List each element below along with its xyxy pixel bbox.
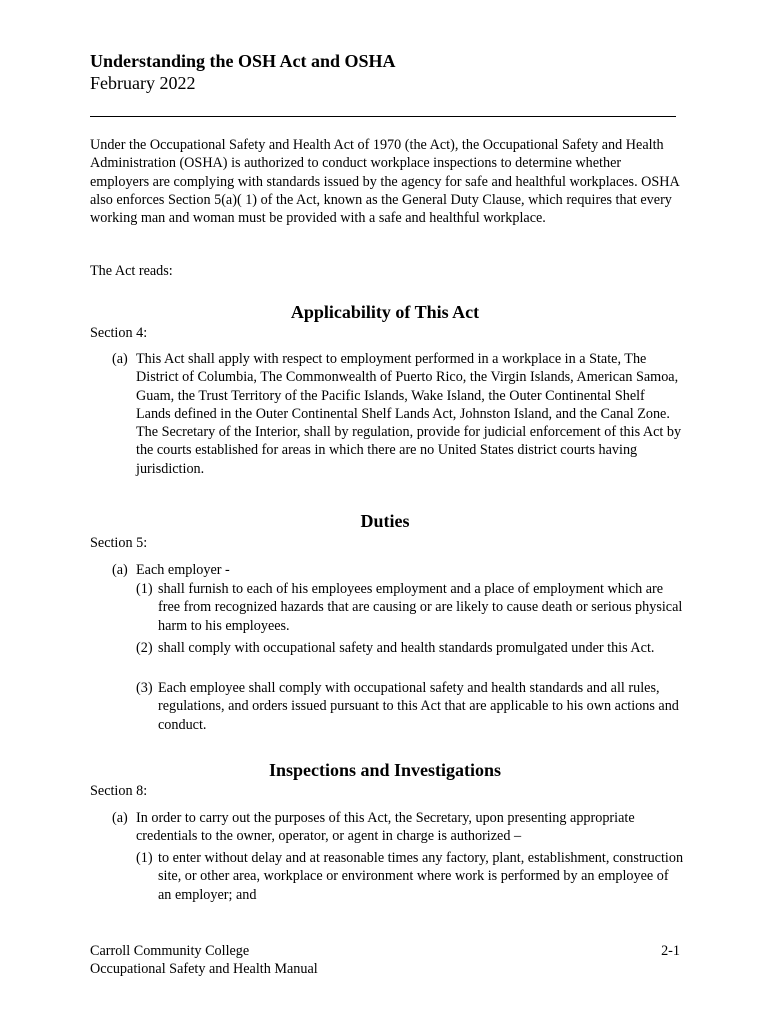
page-number: 2-1 <box>661 943 680 959</box>
section-5-item-a <box>112 561 682 579</box>
item-marker: (a) <box>112 351 128 367</box>
section-4-item-a <box>112 350 682 478</box>
item-text: Each employer - <box>136 562 230 578</box>
item-marker: (a) <box>112 810 128 826</box>
subitem-marker: (1) <box>136 581 153 597</box>
act-reads-label: The Act reads: <box>90 263 173 279</box>
section-4-label: Section 4: <box>90 325 148 341</box>
document-date: February 2022 <box>90 73 196 93</box>
item-text: This Act shall apply with respect to employment performed in a workplace in a State, The District of Columbia, The Commonwealth of Puerto Rico, the Virgin Islands, American Samoa, Guam, the Trust Territory of the Pacific Islands, Wake Island, the Outer Continental Shelf Lands defined in the Outer Continental Shelf Lands Act, Johnston Island, and the Canal Zone. The Secretary of the Interior, shall by regulation, provide for judicial enforcement of this Act by the courts established for areas in which there are no United States district courts having jurisdiction. <box>136 351 682 477</box>
heading-duties: Duties <box>360 511 410 531</box>
section-5-label: Section 5: <box>90 535 148 551</box>
section-8-subitem-1 <box>136 849 684 904</box>
section-8-label: Section 8: <box>90 783 148 799</box>
item-marker: (a) <box>112 562 128 578</box>
section-5-subitem-1 <box>136 580 684 635</box>
subitem-text: shall comply with occupational safety and health standards promulgated under this Act. <box>158 640 655 656</box>
section-5-subitem-3 <box>136 679 684 734</box>
subitem-marker: (2) <box>136 640 153 656</box>
footer-manual: Occupational Safety and Health Manual <box>90 961 318 978</box>
section-8-item-a <box>112 809 682 846</box>
intro-paragraph: Under the Occupational Safety and Health Act of 1970 (the Act), the Occupational Safety and Health Administration (OSHA) is authorized to conduct workplace inspections to determine whether employers are complying with standards issued by the agency for safe and healthful workplaces. OSHA also enforces Section 5(a)( 1) of the Act, known as the General Duty Clause, which requires that every working man and woman must be provided with a safe and healthful workplace. <box>90 137 680 227</box>
subitem-text: shall furnish to each of his employees employment and a place of employment which are free from recognized hazards that are causing or are likely to cause death or serious physical harm to his employees. <box>158 581 683 634</box>
document-title: Understanding the OSH Act and OSHA <box>90 51 396 71</box>
subitem-text: Each employee shall comply with occupational safety and health standards and all rules, regulations, and orders issued pursuant to this Act that are applicable to his own actions and conduct. <box>158 680 679 733</box>
footer-college: Carroll Community College <box>90 943 250 959</box>
subitem-marker: (3) <box>136 680 153 696</box>
heading-applicability: Applicability of This Act <box>290 302 480 322</box>
subitem-text: to enter without delay and at reasonable times any factory, plant, establishment, construction site, or other area, workplace or environment where work is performed by an employee of an employer; and <box>158 850 684 903</box>
subitem-marker: (1) <box>136 850 153 866</box>
section-5-subitem-2 <box>136 639 684 657</box>
page-footer <box>90 942 318 979</box>
item-text: In order to carry out the purposes of this Act, the Secretary, upon presenting appropriate credentials to the owner, operator, or agent in charge is authorized – <box>136 810 635 845</box>
header-divider <box>90 116 676 117</box>
heading-inspections: Inspections and Investigations <box>268 760 502 780</box>
